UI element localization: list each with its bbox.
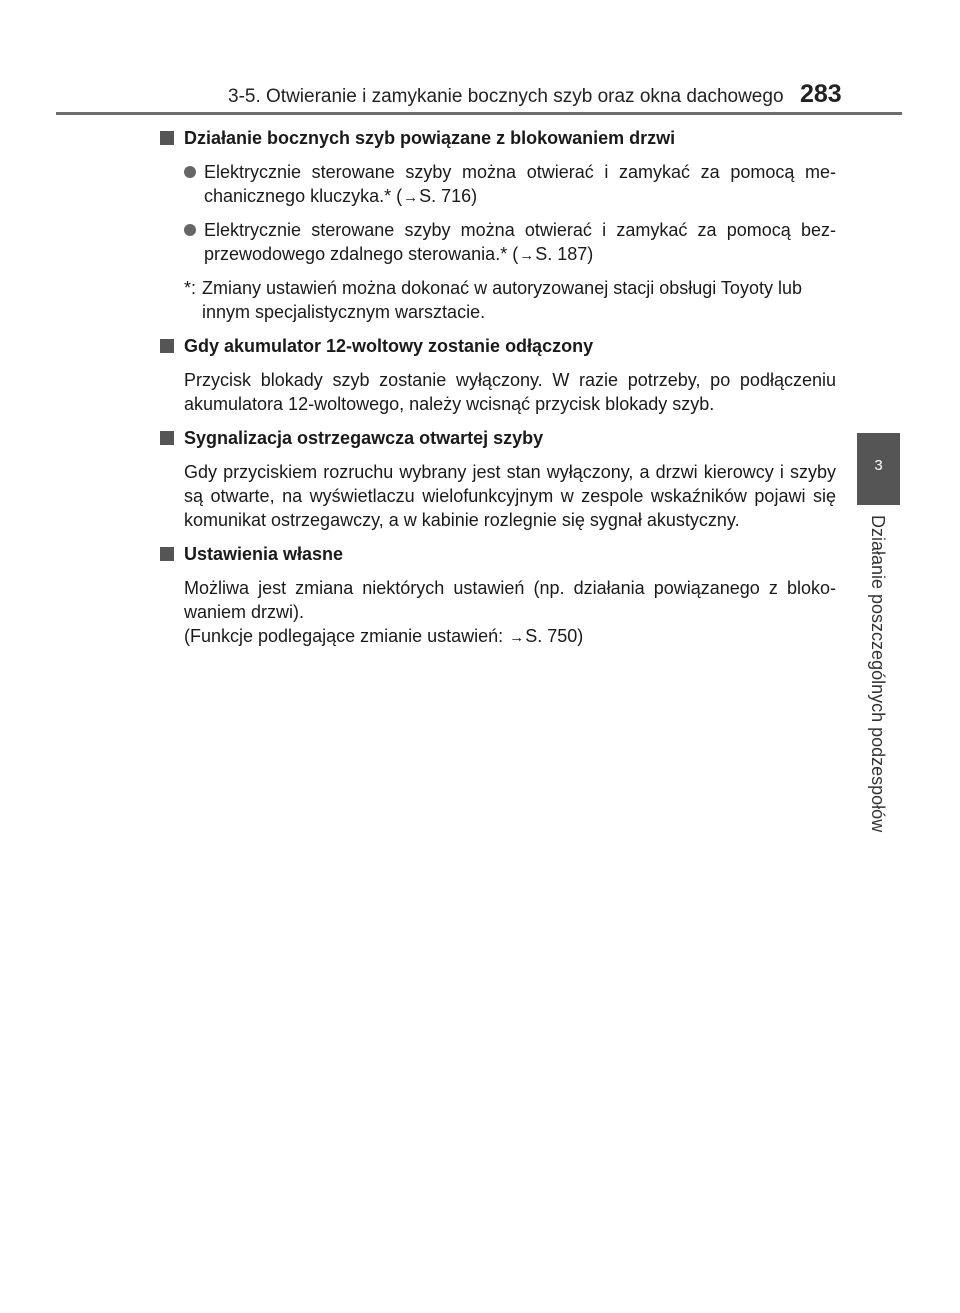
page-reference-link[interactable]: S. 716) xyxy=(419,186,478,206)
arrow-icon: → xyxy=(519,247,535,264)
section-battery xyxy=(156,334,836,416)
section-text: Przycisk blokady szyb zostanie wyłączony. W razie potrzeby, po podłączeniu akumulatora 12-woltowego, należy wcisnąć przycisk blokady szyb. xyxy=(184,370,836,414)
square-bullet-icon xyxy=(160,339,174,353)
section-title: Gdy akumulator 12-woltowy zostanie odłączony xyxy=(156,334,836,358)
round-bullet-icon xyxy=(184,166,196,178)
section-title: Ustawienia własne xyxy=(156,542,836,566)
header-divider xyxy=(56,112,902,115)
round-bullet-icon xyxy=(184,224,196,236)
arrow-icon: → xyxy=(509,629,525,646)
list-item: Elektrycznie sterowane szyby można otwierać i zamykać za pomocą mechanicznego kluczyka.* (→S. 716) xyxy=(156,160,836,210)
section-window-lock xyxy=(156,126,836,324)
arrow-icon: → xyxy=(403,189,419,206)
footnote-mark: *: xyxy=(184,278,197,298)
footnote xyxy=(156,276,836,324)
square-bullet-icon xyxy=(160,131,174,145)
footnote-text: Zmiany ustawień można dokonać w autoryzowanej stacji obsługi Toyoty lub innym specjalistycznym warsztacie. xyxy=(202,278,802,322)
section-custom-settings xyxy=(156,542,836,650)
section-title: Sygnalizacja ostrzegawcza otwartej szyby xyxy=(156,426,836,450)
square-bullet-icon xyxy=(160,547,174,561)
section-title: Działanie bocznych szyb powiązane z blokowaniem drzwi xyxy=(156,126,836,150)
section-text: Gdy przyciskiem rozruchu wybrany jest stan wyłączony, a drzwi kierowcy i szyby są otwarte, na wyświetlaczu wielofunkcyjnym w zespole wskaźników pojawi się komunikat ostrzegawczy, a w kabinie rozlegnie się sygnał akustyczny. xyxy=(184,462,836,530)
chapter-side-label: Działanie poszczególnych podzespołów xyxy=(868,515,888,833)
chapter-title: 3-5. Otwieranie i zamykanie bocznych szyb oraz okna dachowego xyxy=(228,86,784,107)
page-number: 283 xyxy=(800,80,842,108)
section-open-window-warning xyxy=(156,426,836,532)
chapter-side-label-container xyxy=(860,515,896,860)
list-item: Elektrycznie sterowane szyby można otwierać i zamykać za pomocą bezprzewodowego zdalnego sterowania.* (→S. 187) xyxy=(156,218,836,268)
page-reference-link[interactable]: S. 187) xyxy=(535,244,594,264)
section-text: Możliwa jest zmiana niektórych ustawień (np. działania powiązanego z blokowaniem drzwi). (Funkcje podlegające zmianie ustawień: →S. 750) xyxy=(184,578,836,646)
page-header xyxy=(0,0,960,118)
square-bullet-icon xyxy=(160,431,174,445)
page-reference-link[interactable]: S. 750) xyxy=(525,626,584,646)
chapter-tab: 3 xyxy=(857,433,900,505)
page-content xyxy=(156,126,836,660)
